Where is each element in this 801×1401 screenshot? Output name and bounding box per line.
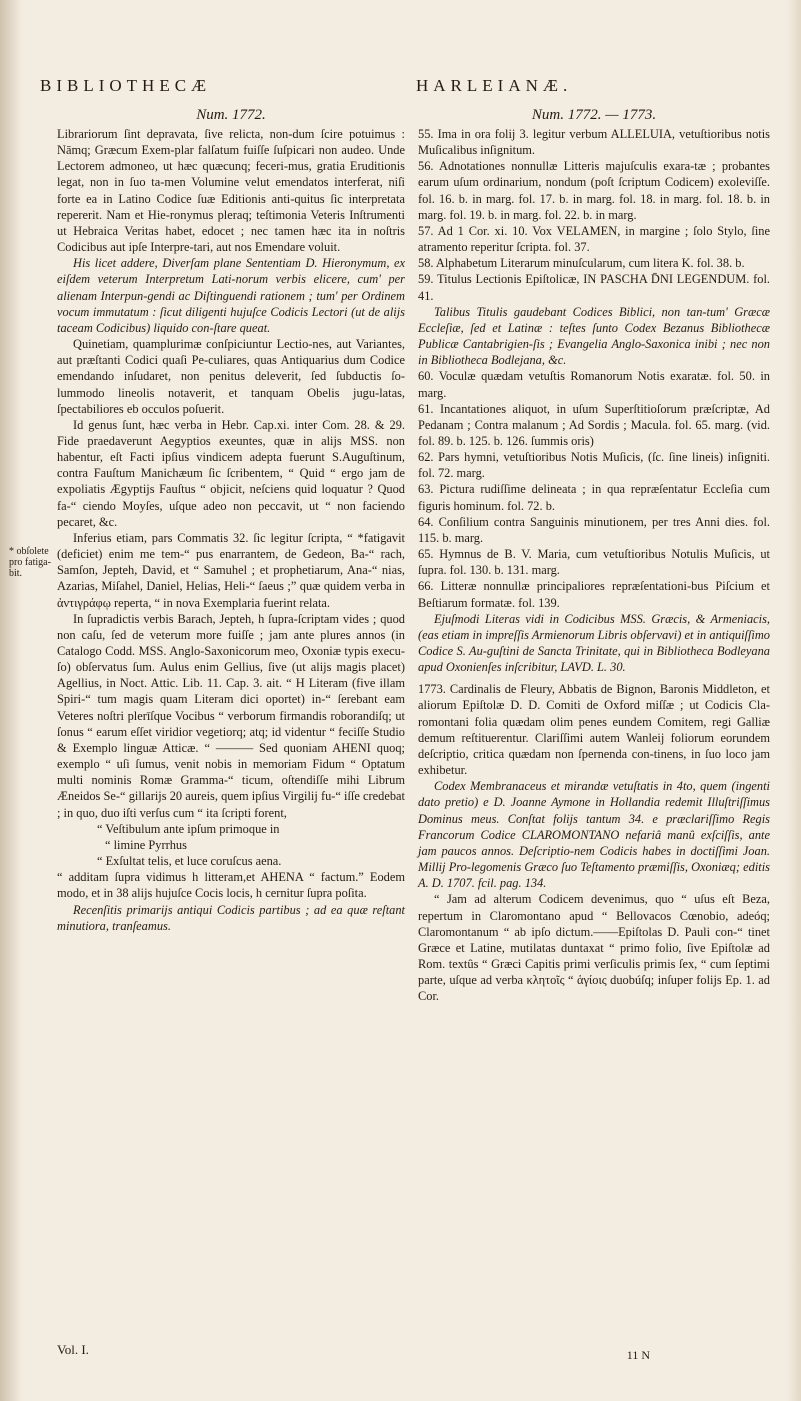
margin-note: * obſolete pro fatiga-bit. (9, 545, 51, 579)
paragraph-8: Recenſitis primarijs antiqui Codicis partibus ; ad ea quæ reſtant minutiora, tranſeamus. (57, 902, 405, 933)
verse-line-3: “ Exſultat telis, et luce coruſcus aena. (97, 854, 282, 869)
entry-1773: 1773. Cardinalis de Fleury, Abbatis de Bignon, Baronis Middleton, et aliorum Epiſtolæ D. D. Comiti de Oxford miſſæ ; ut Codicis Cla-romontani folia quædam olim penes eundem Comitem, regi Galliæ demum reſtituerentur. Clariſſimi autem Wanleij foliorum eorundem deſcriptio, critica quædam non ſpernenda con-tinens, in ſuo loco jam exhibetur. (418, 682, 770, 778)
catalog-entry: 55. Ima in ora folij 3. legitur verbum ALLELUIA, vetuſtioribus notis Muſicalibus inſignitum. (418, 127, 770, 158)
page-edge-right (787, 0, 801, 1401)
catalog-entry: 61. Incantationes aliquot, in uſum Superſtitioſorum præſcriptæ, Ad Pedanam ; Contra malanum ; Ad Sordis ; Macula. fol. 65. marg. (vid. fol. 89. b. 125. b. 126. ſummis oris) (418, 401, 770, 448)
catalog-entry: 66. Litteræ nonnullæ principaliores repræſentationi-bus Piſcium et Beſtiarum formatæ. fol. 139. (418, 579, 770, 610)
catalog-entry: 59. Titulus Lectionis Epiſtolicæ, IN PASCHA D̄NI LEGENDUM. fol. 41. (418, 272, 770, 303)
catalog-entry: 56. Adnotationes nonnullæ Litteris majuſculis exara-tæ ; probantes earum uſum ordinarium, nondum (poſt ſcriptum Codicem) exoleviſſe. fol. 16. b. in marg. fol. 17. b. in marg. fol. 18. in marg. fol. 18. b. in marg. fol. 19. b. in marg. fol. 22. b. in marg. (418, 159, 770, 222)
paragraph-3: Quinetiam, quamplurimæ conſpiciuntur Lectio-nes, aut Variantes, aut præſtanti Codici quaſi Pe-culiares, quas Antiquarius dum Codice emendando inſudaret, non penitus deleverit, ſed ſubductis ſo-lummodo lineolis notaverit, et tanquam Obelis jugu-latas, ſpectabiliores eb occulos poſuerit. (57, 337, 405, 416)
running-header (30, 76, 770, 104)
header-left: BIBLIOTHECÆ (40, 76, 212, 95)
catalog-entry-note: Talibus Titulis gaudebant Codices Biblici, non tan-tum' Græcæ Eccleſiæ, ſed et Latinæ : teſtes ſunto Codex Bezanus Bibliothecæ Publicæ Cantabrigien-ſis ; Evangelia Anglo-Saxonica inibi ; nec non in Bibliotheca Bodlejana, &c. (418, 304, 770, 368)
page-edge-left (0, 0, 22, 1401)
verse-line-1: “ Veſtibulum ante ipſum primoque in (97, 821, 280, 836)
paragraph-6: In ſupradictis verbis Barach, Jepteh, h ſupra-ſcriptam vides ; quod non caſu, ſed de veterum more fuiſſe ; jam ante plures annos (in Catalogo Codd. MSS. Anglo-Saxonicorum meo, Oxoniæ typis execu-ſo) obſervatus ſum. Aulus enim Gellius, ſive (ut alijs magis placet) Agellius, in Noct. Attic. Lib. 11. Cap. 3. ait. “ H Literam (five illam Spiri-“ tum magis quam Literam dici oportet) in-“ ſerebant eam Veteres noſtri plerīſque Vocibus “ verborum firmandis roborandiſq; ut ſonus “ earum eſſet viridior vegetiorq; atq; id videntur “ feciſſe Studio & Exemplo linguæ Atticæ. “ ——— Sed quoniam AHENI quoq; exemplo “ uſi ſumus, venit nobis in memoriam Fidum “ Optatum multi nominis Romæ Gramma-“ ticum, oſtendiſſe mihi Librum Æneidos Se-“ gillarijs 20 aureis, quem ipſius Virgilij fu-“ iſſe credebat ; in quo, duo iſti verſus cum “ ita ſcripti forent, (57, 611, 405, 820)
catalog-entry: 65. Hymnus de B. V. Maria, cum vetuſtioribus Notulis Muſicis, ut ſupra. fol. 130. b. 131. marg. (418, 547, 770, 578)
catalog-entry: 62. Pars hymni, vetuſtioribus Notis Muſicis, (ſc. ſine lineis) inſigniti. fol. 72. marg. (418, 450, 770, 481)
volume-label: Vol. I. (57, 1342, 89, 1357)
header-right: HARLEIANÆ. (416, 76, 573, 95)
catalog-entry: 64. Conſilium contra Sanguinis minutionem, per tres Anni dies. fol. 115. b. marg. (418, 514, 770, 545)
catalog-entry: 57. Ad 1 Cor. xi. 10. Vox VELAMEN, in margine ; ſolo Stylo, ſine atramento reperitur ſcripta. fol. 37. (418, 223, 770, 255)
paragraph-4: Id genus ſunt, hæc verba in Hebr. Cap.xi. inter Com. 28. & 29. Fide praedaverunt Aegyptios exeuntes, quæ in alijs MSS. non habentur, eſt Facti ipſius vindicem adepta fuerunt S.Auguſtinum, contra Fauſtum Manichæum ſic ſcribentem, “ Quid “ ergo jam de expoliatis Ægyptijs Fauſtus “ objicit, neſciens quid loquatur ? Quod fa-“ ciendo Moyſes, uſque adeo non peccavit, ut “ non faciendo pecaret, &c. (57, 417, 405, 529)
catalog-entry-note: Ejuſmodi Literas vidi in Codicibus MSS. Græcis, & Armeniacis, (eas etiam in impreſſis Armienorum Libris obſervavi) et in antiquiſſimo Codice S. Au-guſtini de Sancta Trinitate, qui in Bibliotheca Bodleyana apud Oxonienſes inſcribitur, LAVD. L. 30. (418, 611, 770, 675)
paragraph-7: “ additam ſupra vidimus h litteram,et AHENA “ factum.” Eodem modo, et in 38 alijs hujuſce Cocis locis, h cernitur ſupra poſita. (57, 870, 405, 901)
entry-1773-quote: “ Jam ad alterum Codicem devenimus, quo “ uſus eſt Beza, repertum in Claromontano apud “ Bellovacos Cœnobio, adeóq; Claromontanum “ ab ipſo dictum.——Epiſtolas D. Pauli con-“ tinet Græce et Latine, mutilatas duntaxat “ primo folio, ſive Epiſtolæ ad Rom. textûs “ Græci Capitis primi verſiculis primis ſex, “ cum ſeptimi parte, uſque ad verba κλητοῖς “ ἁγίοις duobúſq; inſuper folijs Ep. 1. ad Cor. (418, 892, 770, 1004)
paragraph-2: His licet addere, Diverſam plane Sententiam D. Hieronymum, ex eiſdem veterum Interpretum Lati-norum verbis elicere, cum' per alienam Interpun-gendi ac Diſtinguendi rationem ; tum' per Ordinem vocum immutatum : ſicut diligenti hujuſce Codicis Lectori (ut de alijs taceam Codicibus) liquido con-ſtare queat. (57, 256, 405, 335)
right-column (418, 104, 770, 1004)
signature-mark: 11 N (626, 1348, 650, 1362)
catalog-entry: 60. Voculæ quædam vetuſtis Romanorum Notis exaratæ. fol. 50. in marg. (418, 369, 770, 400)
paragraph-5: Inferius etiam, pars Commatis 32. ſic legitur ſcripta, “ *fatigavit (deficiet) enim me tem-“ pus enarrantem, de Gedeon, Ba-“ rach, Samſon, Jepteh, David, et “ Samuhel ; et prophetiarum, Ana-“ nias, Azarias, Miſahel, Daniel, Helias, Heli-“ ſaeus ;” quæ quidem verba in ἀντιγράφῳ reperta, “ in nova Exemplaria fuerint relata. (57, 530, 405, 610)
right-column-title: Num. 1772. — 1773. (531, 107, 657, 123)
page-footer (57, 1342, 770, 1360)
paragraph-1: Librariorum ſint depravata, ſive relicta, non-dum ſcire potuimus : Nāmq; Græcum Exem-plar falſatum fuiſſe ſuſpicari non audeo. Unde Lectorem admoneo, ut hæc quæcunq; feceri-mus, gratia Eruditionis legat, non in ſuo ta-men Volumine velut emendatos interferat, niſi forte ea in Latino Codice ſuæ Editionis anti-quitus ſic interpretata repererit. Nam et Hie-ronymus pleraq; teſtimonia Veteris Inſtrumenti ut Hebraica Veritas habet, edocet ; nec tamen hæc ita in noſtris Codicibus aut ipſe Interpre-tari, aut nos Emendare voluit. (57, 127, 405, 255)
left-column-title: Num. 1772. (196, 107, 266, 123)
left-column (9, 104, 405, 934)
catalog-entry: 58. Alphabetum Literarum minuſcularum, cum litera K. fol. 38. b. (418, 256, 745, 271)
catalog-entry: 63. Pictura rudiſſime delineata ; in qua repræſentatur Eccleſia cum figuris hominum. fol. 72. b. (418, 482, 770, 513)
entry-1773-codex: Codex Membranaceus et mirandæ vetuſtatis in 4to, quem (ingenti dato pretio) e D. Joanne Aymone in Hollandia redemit Illuſtriſſimus Dominus meus. Conſtat folijs tantum 34. e præclariſſimo Regis Francorum Codice CLAROMONTANO nefariâ manû exſciſſis, ante jam paucos annos. Deſcriptio-nem Codicis habes in doctiſſimi Joan. Millij Pro-legomenis Græco ſuo Teſtamento præmiſſis, Oxoniæq; editis A. D. 1707. fcil. pag. 134. (418, 779, 770, 891)
verse-line-2: “ limine Pyrrhus (105, 837, 187, 852)
